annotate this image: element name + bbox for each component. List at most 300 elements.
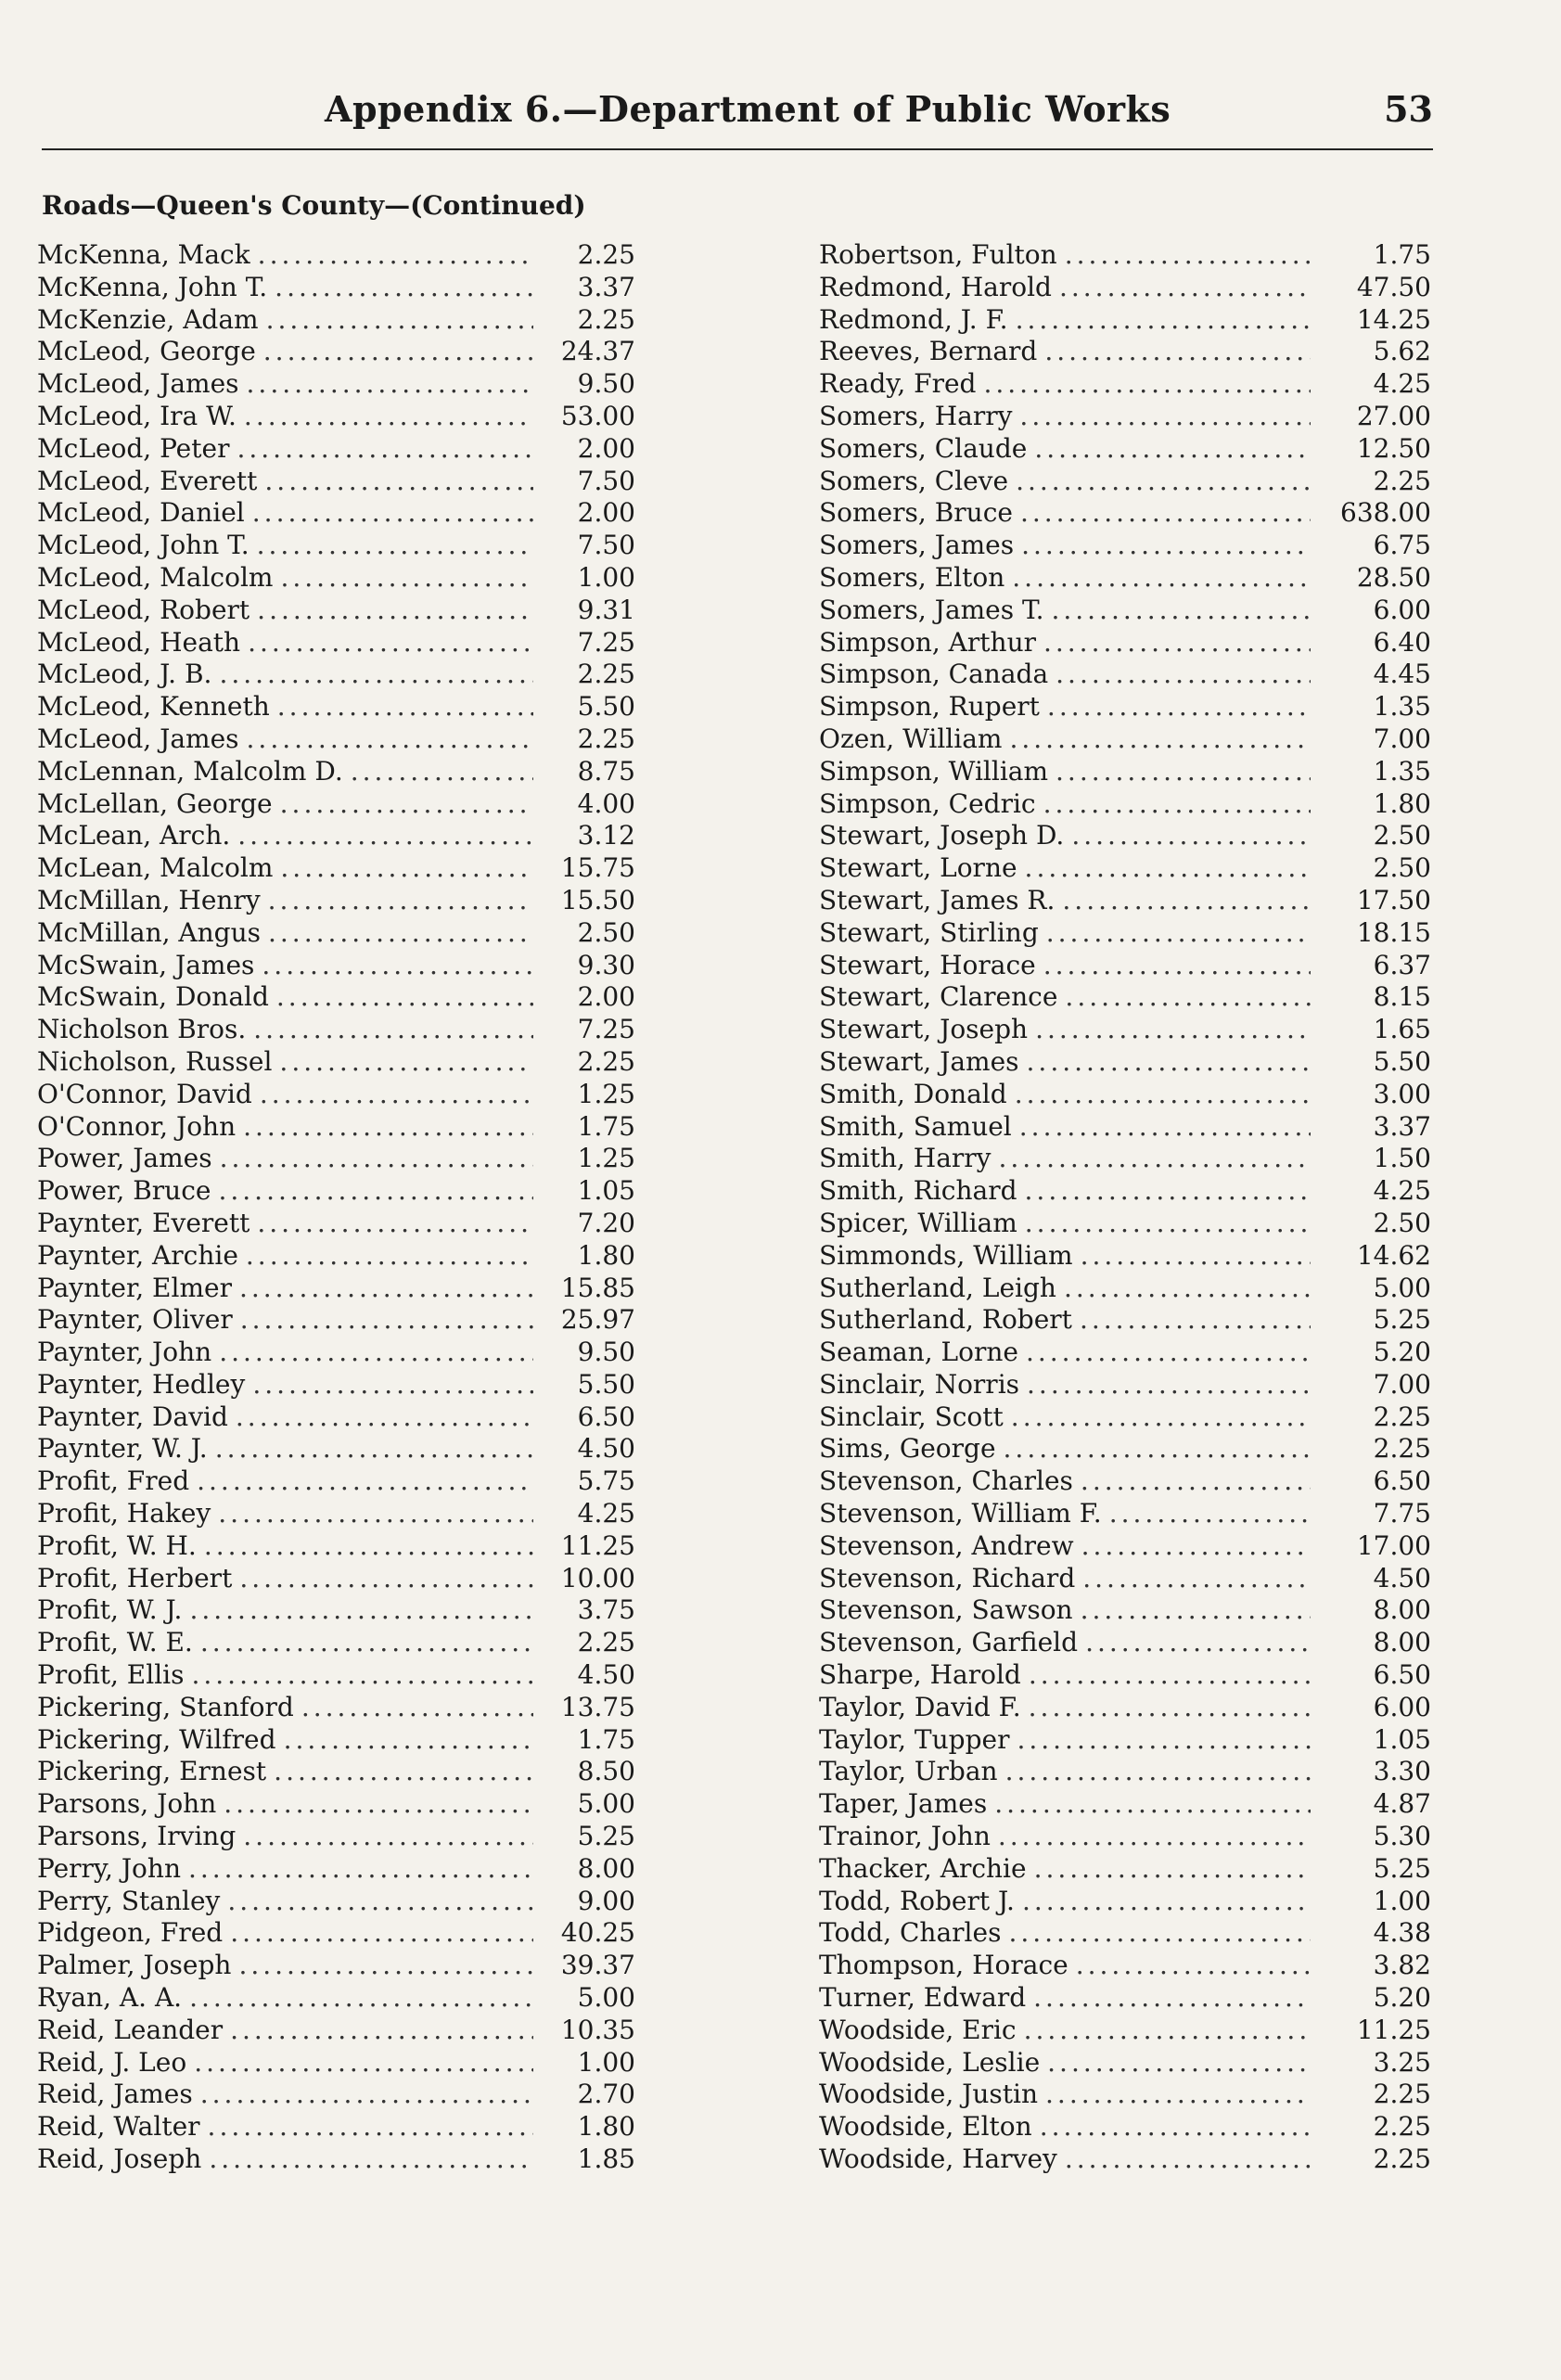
payee-name: Parsons, John <box>37 1788 217 1820</box>
dot-leader <box>1056 659 1311 689</box>
payee-name: McSwain, Donald <box>37 981 269 1013</box>
section-title: Roads—Queen's County—(Continued) <box>42 190 586 221</box>
list-item <box>819 1304 1431 1337</box>
list-item <box>37 2143 635 2176</box>
list-item <box>819 336 1431 368</box>
list-item <box>819 1369 1431 1401</box>
list-item <box>819 852 1431 885</box>
payee-name: Smith, Harry <box>819 1143 992 1174</box>
list-item <box>819 1498 1431 1530</box>
list-item <box>819 1756 1431 1788</box>
dot-leader <box>230 1917 533 1948</box>
payee-name: McLean, Malcolm <box>37 852 274 884</box>
list-item <box>819 272 1431 304</box>
payment-amount: 1.00 <box>577 2046 635 2078</box>
list-item <box>819 1530 1431 1563</box>
dot-leader <box>1062 885 1311 915</box>
dot-leader <box>1056 756 1311 787</box>
payment-amount: 1.35 <box>1373 691 1431 723</box>
list-item <box>37 1079 635 1111</box>
running-head: Appendix 6.—Department of Public Works <box>325 88 1171 130</box>
dot-leader <box>191 1659 533 1690</box>
dot-leader <box>200 1627 533 1657</box>
dot-leader <box>1044 336 1311 366</box>
payment-amount: 13.75 <box>560 1691 635 1722</box>
list-item <box>37 852 635 885</box>
payment-amount: 7.25 <box>577 1014 635 1045</box>
payment-amount: 2.50 <box>1373 820 1431 851</box>
payee-name: Woodside, Harvey <box>819 2143 1057 2175</box>
list-item <box>819 1886 1431 1918</box>
payment-amount: 14.62 <box>1356 1239 1431 1271</box>
list-item <box>37 691 635 723</box>
payee-name: Profit, W. H. <box>37 1529 197 1561</box>
payee-name: Ryan, A. A. <box>37 1982 183 2014</box>
payment-amount: 1.75 <box>577 1110 635 1142</box>
dot-leader <box>263 336 533 366</box>
dot-leader <box>237 433 533 464</box>
list-item <box>37 304 635 337</box>
payment-amount: 10.00 <box>560 1562 635 1593</box>
list-item <box>37 530 635 562</box>
payee-name: Somers, Bruce <box>819 497 1013 529</box>
list-item <box>819 1465 1431 1498</box>
list-item <box>819 304 1431 337</box>
payee-name: Pickering, Wilfred <box>37 1723 276 1755</box>
payment-amount: 12.50 <box>1356 432 1431 464</box>
payee-name: Paynter, Hedley <box>37 1368 246 1400</box>
payment-amount: 7.50 <box>577 465 635 496</box>
payee-name: Taper, James <box>819 1788 988 1820</box>
payment-amount: 9.00 <box>577 1885 635 1916</box>
dot-leader <box>218 1175 533 1206</box>
dot-leader <box>1046 917 1311 948</box>
payee-name: Stevenson, Andrew <box>819 1529 1074 1561</box>
dot-leader <box>1019 401 1311 431</box>
dot-leader <box>197 1465 533 1496</box>
payment-amount: 8.00 <box>1373 1594 1431 1626</box>
list-item <box>37 368 635 401</box>
dot-leader <box>238 1950 533 1980</box>
payment-amount: 638.00 <box>1340 497 1431 529</box>
list-item <box>819 1273 1431 1305</box>
payee-name: McLeod, James <box>37 723 239 754</box>
dot-leader <box>204 1530 533 1561</box>
list-item <box>37 1143 635 1175</box>
dot-leader <box>215 1433 533 1464</box>
payment-amount: 47.50 <box>1356 271 1431 302</box>
payment-amount: 2.70 <box>577 2079 635 2110</box>
dot-leader <box>1029 1692 1311 1722</box>
payment-amount: 5.20 <box>1373 1982 1431 2014</box>
payment-amount: 1.05 <box>577 1175 635 1207</box>
payment-amount: 27.00 <box>1356 400 1431 431</box>
payee-name: McLeod, Kenneth <box>37 691 270 723</box>
payment-amount: 3.00 <box>1373 1078 1431 1109</box>
payment-amount: 2.25 <box>1373 465 1431 496</box>
payment-amount: 2.25 <box>577 1627 635 1658</box>
payment-amount: 3.82 <box>1373 1950 1431 1981</box>
payment-amount: 53.00 <box>560 400 635 431</box>
payee-name: Paynter, Elmer <box>37 1272 232 1303</box>
list-item <box>37 885 635 917</box>
payee-name: Stevenson, Garfield <box>819 1627 1079 1658</box>
dot-leader <box>1045 2079 1311 2109</box>
dot-leader <box>1065 981 1311 1012</box>
payee-name: McLeod, Peter <box>37 432 230 464</box>
list-item <box>37 1821 635 1853</box>
payment-amount: 3.37 <box>577 271 635 302</box>
payee-name: Ozen, William <box>819 723 1003 754</box>
payment-amount: 2.00 <box>577 497 635 529</box>
dot-leader <box>1040 2111 1311 2142</box>
payment-amount: 4.50 <box>577 1433 635 1465</box>
dot-leader <box>1034 433 1311 464</box>
dot-leader <box>244 401 533 431</box>
payment-amount: 5.00 <box>1373 1272 1431 1303</box>
payment-amount: 2.25 <box>1373 1401 1431 1432</box>
payee-name: Stewart, Stirling <box>819 916 1039 948</box>
payee-name: Simmonds, William <box>819 1239 1073 1271</box>
list-item <box>819 2079 1431 2111</box>
dot-leader <box>1011 1401 1311 1432</box>
dot-leader <box>1005 1756 1311 1786</box>
payee-name: Somers, Claude <box>819 432 1028 464</box>
list-item <box>37 1337 635 1369</box>
payee-name: Reid, Leander <box>37 2014 224 2045</box>
payee-name: Smith, Donald <box>819 1078 1007 1109</box>
payee-name: Paynter, John <box>37 1337 212 1368</box>
payment-amount: 4.45 <box>1373 659 1431 690</box>
payment-amount: 2.50 <box>1373 852 1431 884</box>
payee-name: Thompson, Horace <box>819 1950 1068 1981</box>
dot-leader <box>239 1273 533 1303</box>
payment-amount: 2.25 <box>1373 2111 1431 2143</box>
payment-amount: 10.35 <box>560 2014 635 2045</box>
payee-name: Power, James <box>37 1143 212 1174</box>
list-item <box>37 562 635 595</box>
list-item <box>37 1498 635 1530</box>
dot-leader <box>252 1369 533 1400</box>
dot-leader <box>351 756 533 787</box>
dot-leader <box>220 1143 533 1173</box>
list-item <box>819 1175 1431 1208</box>
payment-amount: 5.00 <box>577 1982 635 2014</box>
dot-leader <box>237 820 533 851</box>
payment-amount: 6.50 <box>1373 1465 1431 1497</box>
list-item <box>819 659 1431 691</box>
list-item <box>819 1594 1431 1627</box>
dot-leader <box>301 1692 533 1722</box>
payee-name: McKenna, Mack <box>37 239 250 270</box>
dot-leader <box>264 466 533 496</box>
dot-leader <box>284 1724 533 1755</box>
list-item <box>37 1530 635 1563</box>
payment-amount: 5.50 <box>577 1368 635 1400</box>
dot-leader <box>1076 1950 1311 1980</box>
dot-leader <box>1047 2047 1311 2078</box>
list-item <box>819 1950 1431 1982</box>
payment-amount: 17.00 <box>1356 1529 1431 1561</box>
list-item <box>819 466 1431 498</box>
payee-name: Simpson, Canada <box>819 659 1049 690</box>
payee-name: Paynter, Everett <box>37 1207 250 1238</box>
payee-name: Taylor, Tupper <box>819 1723 1010 1755</box>
left-column <box>37 239 635 2176</box>
dot-leader <box>1009 723 1311 754</box>
payment-amount: 3.12 <box>577 820 635 851</box>
list-item <box>37 433 635 466</box>
list-item <box>819 723 1431 756</box>
list-item <box>819 885 1431 917</box>
payment-amount: 1.35 <box>1373 755 1431 787</box>
list-item <box>37 1563 635 1595</box>
payment-amount: 1.00 <box>1373 1885 1431 1916</box>
dot-leader <box>1081 1465 1311 1496</box>
payee-name: Seaman, Lorne <box>819 1337 1018 1368</box>
payment-amount: 3.37 <box>1373 1110 1431 1142</box>
dot-leader <box>1029 1659 1311 1690</box>
list-item <box>37 1917 635 1950</box>
list-item <box>37 497 635 530</box>
payee-name: Smith, Samuel <box>819 1110 1012 1142</box>
dot-leader <box>240 1304 533 1335</box>
dot-leader <box>1004 1433 1311 1464</box>
payment-amount: 7.20 <box>577 1207 635 1238</box>
dot-leader <box>1109 1498 1311 1529</box>
payment-amount: 1.65 <box>1373 1014 1431 1045</box>
list-item <box>819 1917 1431 1950</box>
payment-amount: 9.31 <box>577 594 635 625</box>
payment-amount: 1.50 <box>1373 1143 1431 1174</box>
payment-amount: 9.50 <box>577 368 635 400</box>
list-item <box>819 1111 1431 1144</box>
list-item <box>819 1692 1431 1724</box>
payment-amount: 8.00 <box>577 1852 635 1884</box>
dot-leader <box>224 1788 533 1819</box>
payment-amount: 11.25 <box>1356 2014 1431 2045</box>
list-item <box>819 1240 1431 1273</box>
list-item <box>37 1788 635 1821</box>
payment-amount: 2.00 <box>577 432 635 464</box>
dot-leader <box>1043 788 1311 819</box>
payment-amount: 3.30 <box>1373 1756 1431 1787</box>
list-item <box>819 595 1431 627</box>
payee-name: Woodside, Leslie <box>819 2046 1041 2078</box>
payment-amount: 4.38 <box>1373 1917 1431 1949</box>
payment-amount: 2.00 <box>577 981 635 1013</box>
dot-leader <box>194 2047 533 2078</box>
payment-amount: 2.25 <box>577 239 635 270</box>
payee-name: Perry, John <box>37 1852 181 1884</box>
payment-amount: 2.25 <box>1373 1433 1431 1465</box>
payee-name: Redmond, J. F. <box>819 303 1008 335</box>
list-item <box>819 1143 1431 1175</box>
payee-name: Profit, Hakey <box>37 1498 211 1529</box>
dot-leader <box>246 1240 533 1271</box>
list-item <box>37 917 635 950</box>
dot-leader <box>1024 2015 1311 2045</box>
payee-name: Stewart, James <box>819 1045 1019 1077</box>
payee-name: Stewart, Clarence <box>819 981 1058 1013</box>
payment-amount: 11.25 <box>560 1529 635 1561</box>
payment-amount: 5.25 <box>1373 1852 1431 1884</box>
payment-amount: 9.50 <box>577 1337 635 1368</box>
payee-name: Paynter, Oliver <box>37 1304 233 1336</box>
payment-amount: 4.50 <box>577 1659 635 1691</box>
payee-name: McLeod, Daniel <box>37 497 245 529</box>
dot-leader <box>277 691 533 722</box>
list-item <box>37 1886 635 1918</box>
list-item <box>819 2111 1431 2143</box>
payee-name: Pidgeon, Fred <box>37 1917 224 1949</box>
payee-name: McLeod, Everett <box>37 465 258 496</box>
payment-amount: 6.00 <box>1373 1691 1431 1722</box>
payee-name: Simpson, Rupert <box>819 691 1040 723</box>
dot-leader <box>1059 272 1311 302</box>
dot-leader <box>247 368 533 399</box>
payee-name: McSwain, James <box>37 949 255 980</box>
dot-leader <box>994 1788 1311 1819</box>
payee-name: Profit, Herbert <box>37 1562 233 1593</box>
list-item <box>37 981 635 1014</box>
list-item <box>819 1821 1431 1853</box>
payment-amount: 5.00 <box>577 1788 635 1820</box>
list-item <box>37 1111 635 1144</box>
payee-name: Nicholson Bros. <box>37 1014 247 1045</box>
dot-leader <box>1022 1886 1311 1916</box>
list-item <box>819 756 1431 788</box>
payee-name: Todd, Charles <box>819 1917 1002 1949</box>
payment-amount: 6.50 <box>577 1401 635 1432</box>
list-item <box>37 723 635 756</box>
dot-leader <box>1080 1304 1311 1335</box>
dot-leader <box>253 1014 533 1044</box>
dot-leader <box>200 2079 533 2109</box>
list-item <box>819 433 1431 466</box>
list-item <box>37 466 635 498</box>
payment-amount: 5.25 <box>1373 1304 1431 1336</box>
payee-name: McLennan, Malcolm D. <box>37 755 343 787</box>
list-item <box>819 1563 1431 1595</box>
payee-name: Sutherland, Robert <box>819 1304 1072 1336</box>
dot-leader <box>209 2143 533 2174</box>
list-item <box>37 2015 635 2047</box>
dot-leader <box>188 1853 533 1884</box>
list-item <box>819 1337 1431 1369</box>
list-item <box>37 595 635 627</box>
payee-name: Palmer, Joseph <box>37 1950 232 1981</box>
list-item <box>819 981 1431 1014</box>
list-item <box>819 1982 1431 2015</box>
payee-name: McLeod, Robert <box>37 594 250 625</box>
payee-name: Reid, J. Leo <box>37 2046 187 2078</box>
dot-leader <box>983 368 1311 399</box>
payee-name: McLeod, Ira W. <box>37 400 237 431</box>
payment-amount: 6.00 <box>1373 594 1431 625</box>
header-rule <box>42 148 1433 150</box>
dot-leader <box>1015 1079 1311 1109</box>
payment-amount: 28.50 <box>1356 561 1431 593</box>
payment-amount: 3.25 <box>1373 2046 1431 2078</box>
payee-name: Reid, Walter <box>37 2111 200 2143</box>
list-item <box>37 239 635 272</box>
dot-leader <box>1051 595 1311 625</box>
payment-amount: 1.25 <box>577 1143 635 1174</box>
payee-name: Parsons, Irving <box>37 1821 237 1852</box>
payment-amount: 14.25 <box>1356 303 1431 335</box>
payee-name: Woodside, Eric <box>819 2014 1017 2045</box>
list-item <box>819 2143 1431 2176</box>
list-item <box>37 1014 635 1046</box>
payee-name: Somers, Elton <box>819 561 1005 593</box>
dot-leader <box>1034 1853 1311 1884</box>
list-item <box>37 2047 635 2079</box>
list-item <box>37 1853 635 1886</box>
right-column <box>819 239 1431 2176</box>
payee-name: Simpson, Arthur <box>819 626 1036 658</box>
payee-name: Sims, George <box>819 1433 996 1465</box>
list-item <box>819 2015 1431 2047</box>
payment-amount: 7.50 <box>577 530 635 561</box>
list-item <box>37 1273 635 1305</box>
dot-leader <box>1085 1627 1311 1657</box>
dot-leader <box>1027 1046 1311 1077</box>
dot-leader <box>208 2111 533 2142</box>
payment-amount: 7.00 <box>1373 1368 1431 1400</box>
payment-amount: 1.05 <box>1373 1723 1431 1755</box>
payee-name: Simpson, William <box>819 755 1049 787</box>
dot-leader <box>266 304 533 335</box>
dot-leader <box>1035 1014 1311 1044</box>
list-item <box>37 1594 635 1627</box>
payee-name: Woodside, Justin <box>819 2079 1039 2110</box>
payment-amount: 1.00 <box>577 561 635 593</box>
payment-amount: 4.00 <box>577 787 635 819</box>
list-item <box>37 659 635 691</box>
list-item <box>37 820 635 852</box>
dot-leader <box>998 1821 1311 1851</box>
payee-name: Paynter, Archie <box>37 1239 238 1271</box>
payment-amount: 1.25 <box>577 1078 635 1109</box>
list-item <box>819 1788 1431 1821</box>
list-item <box>37 1175 635 1208</box>
payee-name: Sinclair, Norris <box>819 1368 1020 1400</box>
payee-name: Sharpe, Harold <box>819 1659 1021 1691</box>
payment-amount: 5.30 <box>1373 1821 1431 1852</box>
dot-leader <box>230 2015 533 2045</box>
payee-name: Smith, Richard <box>819 1175 1017 1207</box>
payee-name: Spicer, William <box>819 1207 1017 1238</box>
payment-amount: 1.75 <box>1373 239 1431 270</box>
dot-leader <box>189 1982 533 2013</box>
dot-leader <box>1008 1917 1311 1948</box>
payment-amount: 4.25 <box>1373 1175 1431 1207</box>
dot-leader <box>227 1886 533 1916</box>
list-item <box>819 368 1431 401</box>
dot-leader <box>1081 1240 1311 1271</box>
page-header <box>42 88 1433 144</box>
payee-name: McLeod, Malcolm <box>37 561 274 593</box>
dot-leader <box>1081 1594 1311 1625</box>
dot-leader <box>280 562 533 593</box>
list-item <box>37 1433 635 1465</box>
list-item <box>819 239 1431 272</box>
payee-name: Stewart, James R. <box>819 884 1056 915</box>
list-item <box>37 1627 635 1659</box>
dot-leader <box>260 1079 533 1109</box>
payee-name: Reid, Joseph <box>37 2143 202 2175</box>
